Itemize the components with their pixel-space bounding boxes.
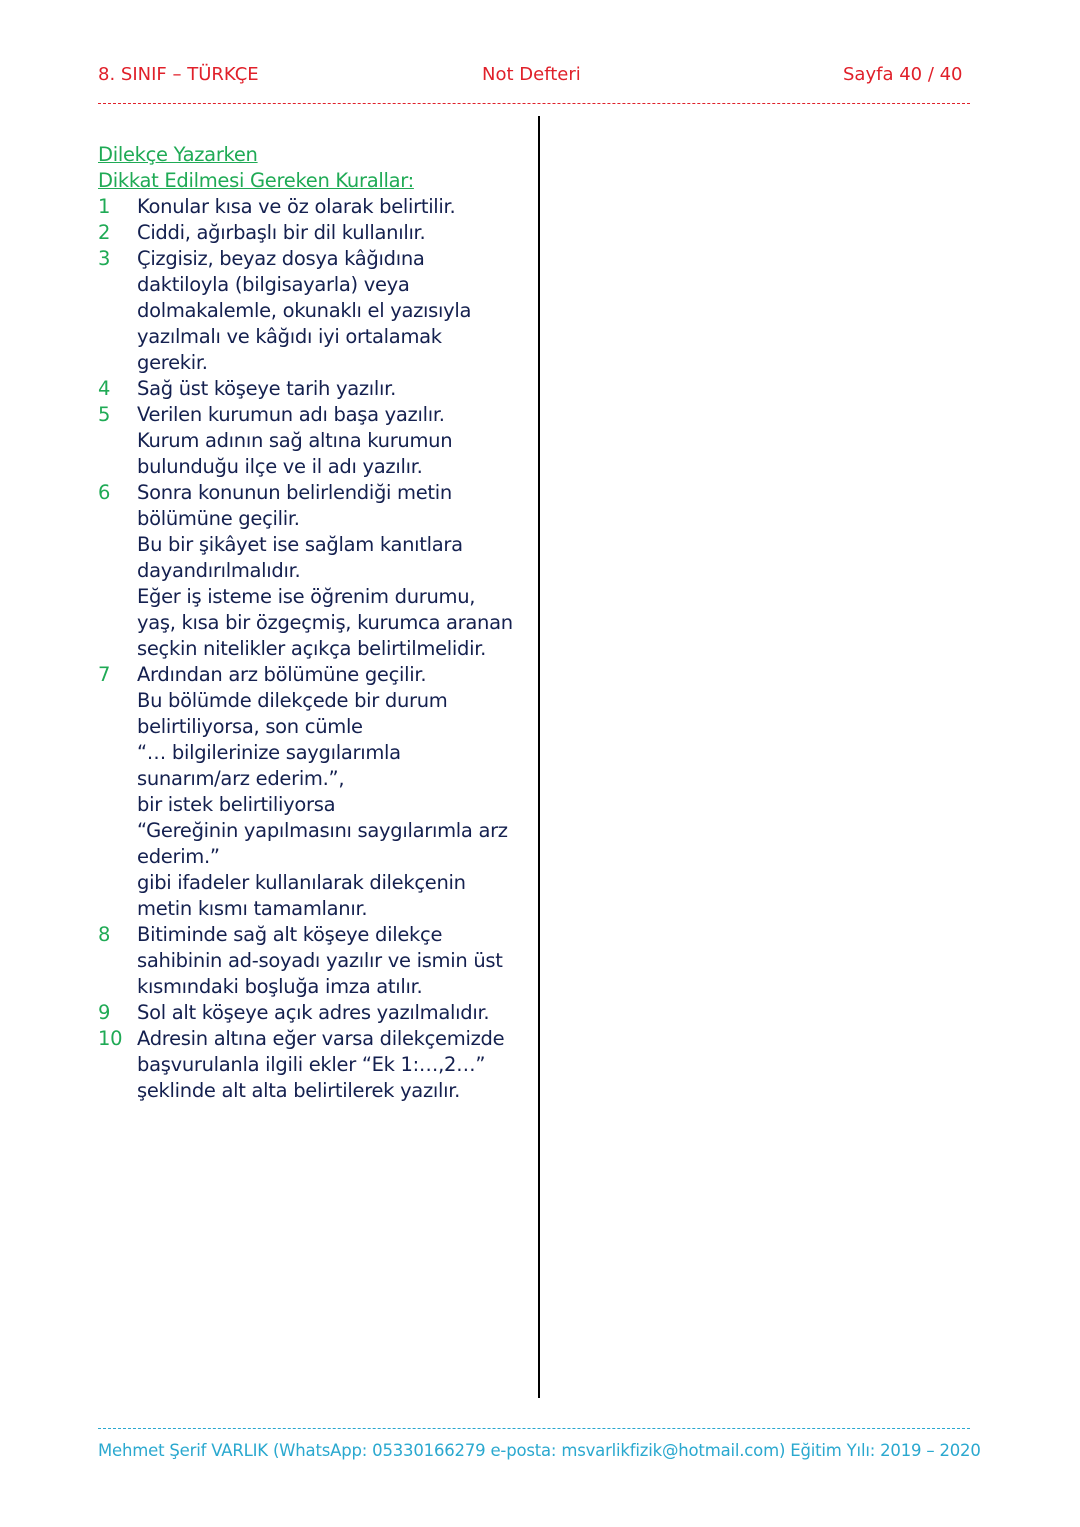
list-item [98, 246, 528, 376]
item-text-line: Verilen kurumun adı başa yazılır. [137, 403, 445, 426]
column-divider [538, 116, 540, 1398]
header-title: Not Defteri [482, 64, 581, 85]
list-item [98, 922, 528, 1000]
rules-list [98, 194, 528, 1104]
item-text-line: Bu bölümde dilekçede bir durum [137, 689, 448, 712]
item-number: 6 [98, 481, 111, 504]
item-number: 9 [98, 1001, 111, 1024]
item-text-line: sahibinin ad-soyadı yazılır ve ismin üst [137, 949, 503, 972]
section-title: Dilekçe Yazarken [98, 143, 258, 166]
header-class-subject: 8. SINIF – TÜRKÇE [98, 64, 259, 85]
item-text-line: Bitiminde sağ alt köşeye dilekçe [137, 923, 443, 946]
item-text-line: başvurulanla ilgili ekler “Ek 1:…,2…” [137, 1053, 486, 1076]
list-item [98, 220, 528, 246]
item-text-line: Ardından arz bölümüne geçilir. [137, 663, 427, 686]
item-number: 8 [98, 923, 111, 946]
section-subtitle: Dikkat Edilmesi Gereken Kurallar: [98, 169, 414, 192]
item-number: 1 [98, 195, 111, 218]
item-text-line: gibi ifadeler kullanılarak dilekçenin [137, 871, 466, 894]
item-text-line: dolmakalemle, okunaklı el yazısıyla [137, 299, 472, 322]
item-number: 2 [98, 221, 111, 244]
item-text-line: kısmındaki boşluğa imza atılır. [137, 975, 423, 998]
list-item [98, 1000, 528, 1026]
item-text-line: Ciddi, ağırbaşlı bir dil kullanılır. [137, 221, 426, 244]
list-item [98, 662, 528, 922]
list-item [98, 1026, 528, 1104]
item-text-line: seçkin nitelikler açıkça belirtilmelidir. [137, 637, 487, 660]
item-number: 7 [98, 663, 111, 686]
list-item [98, 376, 528, 402]
item-text-line: dayandırılmalıdır. [137, 559, 301, 582]
item-number: 4 [98, 377, 111, 400]
footer-divider [98, 1428, 970, 1429]
item-text-line: Eğer iş isteme ise öğrenim durumu, [137, 585, 476, 608]
item-text-line: şeklinde alt alta belirtilerek yazılır. [137, 1079, 461, 1102]
item-text-line: Kurum adının sağ altına kurumun [137, 429, 453, 452]
footer-contact: Mehmet Şerif VARLIK (WhatsApp: 05330166279 e-posta: msvarlikfizik@hotmail.com) Eğitim Yılı: 2019 – 2020 [98, 1441, 981, 1460]
item-text-line: Çizgisiz, beyaz dosya kâğıdına [137, 247, 425, 270]
list-item [98, 480, 528, 662]
item-text-line: Adresin altına eğer varsa dilekçemizde [137, 1027, 505, 1050]
header-page-number: Sayfa 40 / 40 [843, 64, 963, 85]
item-text-line: Konular kısa ve öz olarak belirtilir. [137, 195, 456, 218]
item-text-line: “Gereğinin yapılmasını saygılarımla arz [137, 819, 508, 842]
item-number: 5 [98, 403, 111, 426]
item-text-line: Sol alt köşeye açık adres yazılmalıdır. [137, 1001, 490, 1024]
item-text-line: ederim.” [137, 845, 220, 868]
item-number: 10 [98, 1027, 123, 1050]
list-item [98, 194, 528, 220]
item-text-line: Bu bir şikâyet ise sağlam kanıtlara [137, 533, 463, 556]
item-text-line: metin kısmı tamamlanır. [137, 897, 368, 920]
item-text-line: yazılmalı ve kâğıdı iyi ortalamak [137, 325, 442, 348]
item-text-line: Sağ üst köşeye tarih yazılır. [137, 377, 396, 400]
header-divider [98, 103, 970, 104]
item-text-line: yaş, kısa bir özgeçmiş, kurumca aranan [137, 611, 513, 634]
list-item [98, 402, 528, 480]
item-text-line: belirtiliyorsa, son cümle [137, 715, 363, 738]
item-text-line: gerekir. [137, 351, 208, 374]
left-column [98, 142, 528, 1104]
item-text-line: bulunduğu ilçe ve il adı yazılır. [137, 455, 423, 478]
item-text-line: “… bilgilerinize saygılarımla [137, 741, 401, 764]
item-number: 3 [98, 247, 111, 270]
item-text-line: sunarım/arz ederim.”, [137, 767, 345, 790]
item-text-line: Sonra konunun belirlendiği metin [137, 481, 452, 504]
item-text-line: bir istek belirtiliyorsa [137, 793, 336, 816]
item-text-line: bölümüne geçilir. [137, 507, 300, 530]
item-text-line: daktiloyla (bilgisayarla) veya [137, 273, 410, 296]
